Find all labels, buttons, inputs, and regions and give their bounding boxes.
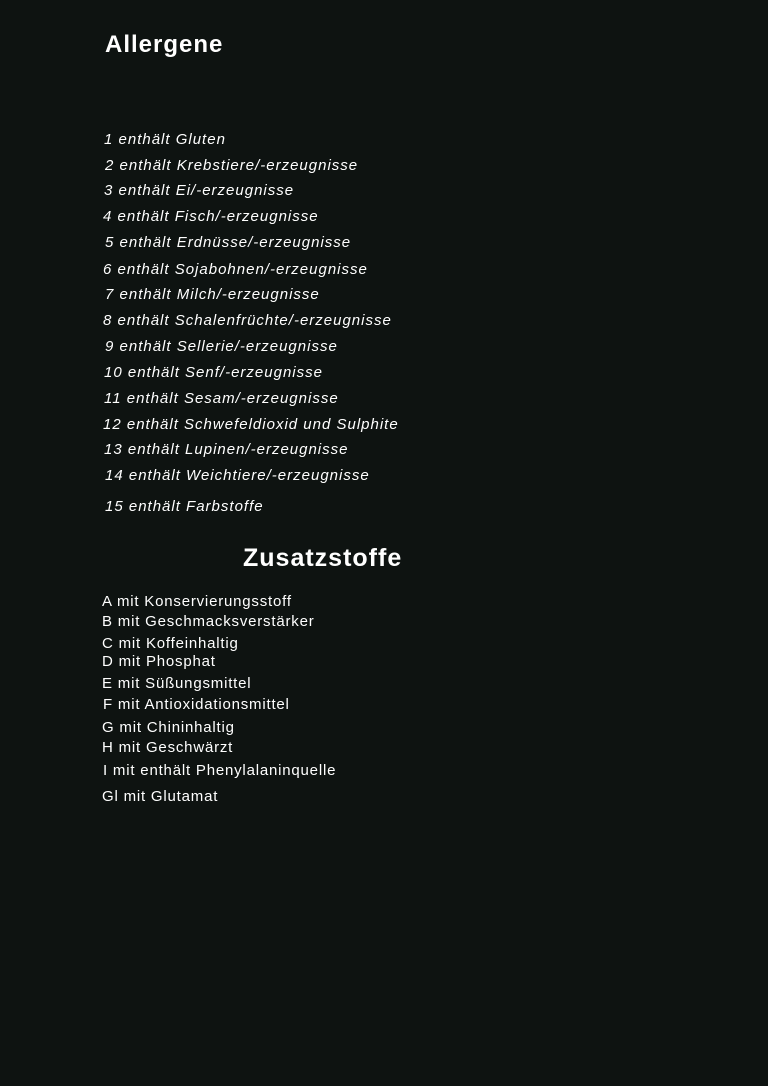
additive-item-g: G mit Chininhaltig — [102, 719, 235, 736]
allergen-item-6: 6 enthält Sojabohnen/-erzeugnisse — [103, 261, 368, 278]
allergen-item-12: 12 enthält Schwefeldioxid und Sulphite — [103, 416, 399, 433]
additive-item-h: H mit Geschwärzt — [102, 739, 234, 756]
allergen-item-7: 7 enthält Milch/-erzeugnisse — [105, 286, 320, 303]
allergen-item-9: 9 enthält Sellerie/-erzeugnisse — [105, 338, 338, 355]
allergene-heading: Allergene — [105, 31, 224, 58]
allergen-item-15: 15 enthält Farbstoffe — [105, 498, 264, 515]
additive-item-i: I mit enthält Phenylalaninquelle — [103, 762, 337, 779]
allergen-item-1: 1 enthält Gluten — [104, 131, 226, 148]
additive-item-d: D mit Phosphat — [102, 653, 216, 670]
allergen-item-2: 2 enthält Krebstiere/-erzeugnisse — [105, 157, 359, 174]
allergen-item-13: 13 enthält Lupinen/-erzeugnisse — [104, 441, 349, 458]
allergen-item-5: 5 enthält Erdnüsse/-erzeugnisse — [105, 234, 352, 251]
additive-item-gl: Gl mit Glutamat — [102, 788, 219, 805]
allergen-item-3: 3 enthält Ei/-erzeugnisse — [104, 182, 295, 199]
allergen-item-11: 11 enthält Sesam/-erzeugnisse — [104, 390, 339, 407]
additive-item-f: F mit Antioxidationsmittel — [103, 696, 290, 713]
allergen-item-8: 8 enthält Schalenfrüchte/-erzeugnisse — [103, 312, 392, 329]
allergen-item-4: 4 enthält Fisch/-erzeugnisse — [103, 208, 319, 225]
additive-item-a: A mit Konservierungsstoff — [102, 593, 292, 610]
allergen-item-14: 14 enthält Weichtiere/-erzeugnisse — [105, 467, 370, 484]
additive-item-b: B mit Geschmacksverstärker — [102, 613, 315, 630]
additive-item-c: C mit Koffeinhaltig — [102, 635, 239, 652]
allergen-item-10: 10 enthält Senf/-erzeugnisse — [104, 364, 323, 381]
additive-item-e: E mit Süßungsmittel — [102, 675, 252, 692]
zusatzstoffe-heading: Zusatzstoffe — [243, 544, 403, 572]
